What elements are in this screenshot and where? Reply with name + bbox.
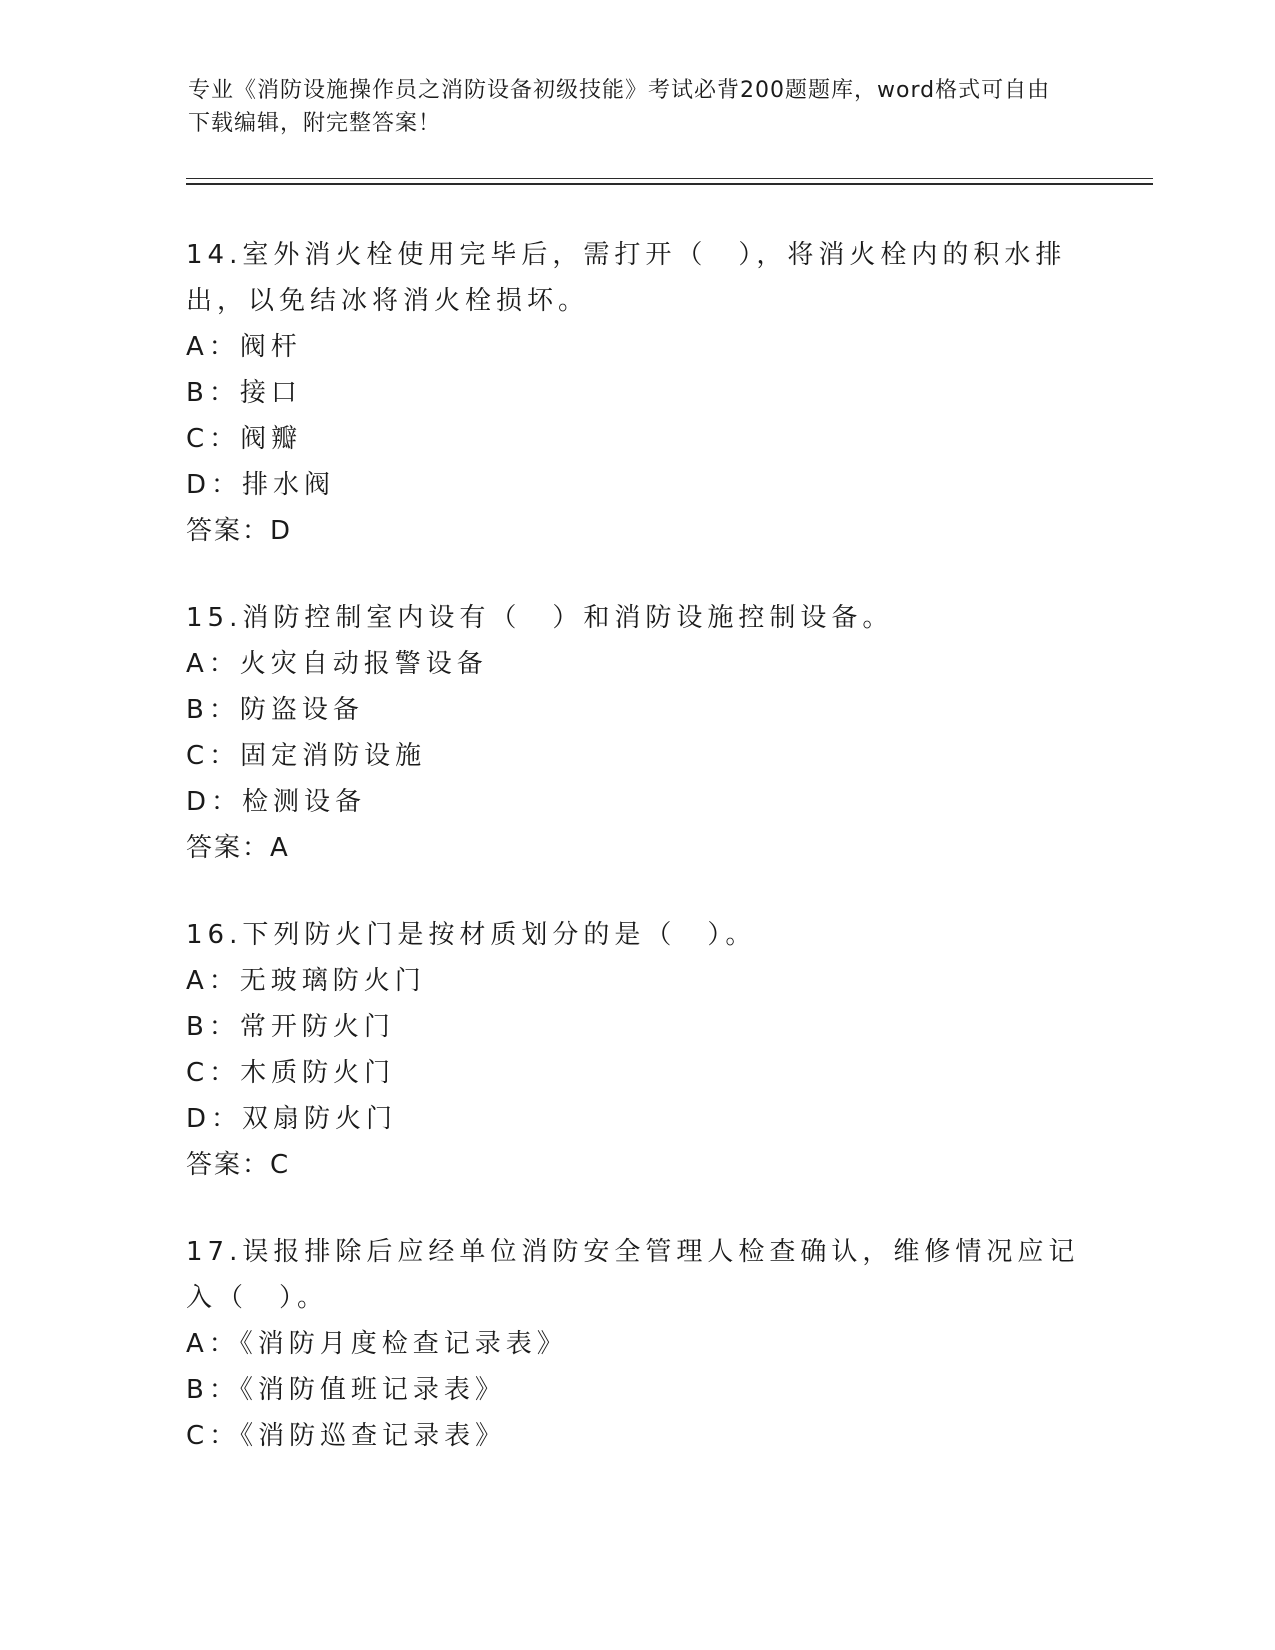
option-a: A：无玻璃防火门 <box>186 966 426 996</box>
option-c: C：阀瓣 <box>186 424 303 454</box>
option-d: D：双扇防火门 <box>186 1104 398 1134</box>
answer-label: 答案： <box>186 833 271 863</box>
option-b: B：防盗设备 <box>186 695 364 725</box>
header-divider-top <box>186 178 1153 179</box>
option-a: A：火灾自动报警设备 <box>186 649 488 679</box>
question-17 <box>186 1229 1086 1459</box>
option-b: B：接口 <box>186 378 302 408</box>
answer-value: A <box>270 833 290 863</box>
question-15 <box>186 595 1086 871</box>
question-stem: 17.误报排除后应经单位消防安全管理人检查确认，维修情况应记入（ ）。 <box>186 1237 1080 1313</box>
question-16 <box>186 912 1086 1188</box>
question-list <box>186 232 1086 1500</box>
question-stem: 14.室外消火栓使用完毕后，需打开（ ），将消火栓内的积水排出，以免结冰将消火栓损坏。 <box>186 240 1067 316</box>
option-d: D：检测设备 <box>186 787 367 817</box>
option-b: B：常开防火门 <box>186 1012 395 1042</box>
answer-value: D <box>270 516 293 546</box>
option-b: B：《消防值班记录表》 <box>186 1375 506 1405</box>
header-divider-bottom <box>186 183 1153 185</box>
option-c: C：木质防火门 <box>186 1058 396 1088</box>
option-a: A：《消防月度检查记录表》 <box>186 1329 568 1359</box>
answer-line <box>186 825 1086 871</box>
option-d: D：排水阀 <box>186 470 336 500</box>
answer-line <box>186 1142 1086 1188</box>
question-stem: 16.下列防火门是按材质划分的是（ ）。 <box>186 920 757 950</box>
option-c: C：固定消防设施 <box>186 741 427 771</box>
document-header: 专业《消防设施操作员之消防设备初级技能》考试必背200题题库，word格式可自由下载编辑，附完整答案！ <box>188 78 1051 136</box>
answer-label: 答案： <box>186 1150 271 1180</box>
answer-line <box>186 508 1086 554</box>
option-a: A：阀杆 <box>186 332 302 362</box>
answer-label: 答案： <box>186 516 271 546</box>
option-c: C：《消防巡查记录表》 <box>186 1421 507 1451</box>
question-stem: 15.消防控制室内设有（ ）和消防设施控制设备。 <box>186 603 894 633</box>
answer-value: C <box>270 1150 291 1180</box>
question-14 <box>186 232 1086 554</box>
